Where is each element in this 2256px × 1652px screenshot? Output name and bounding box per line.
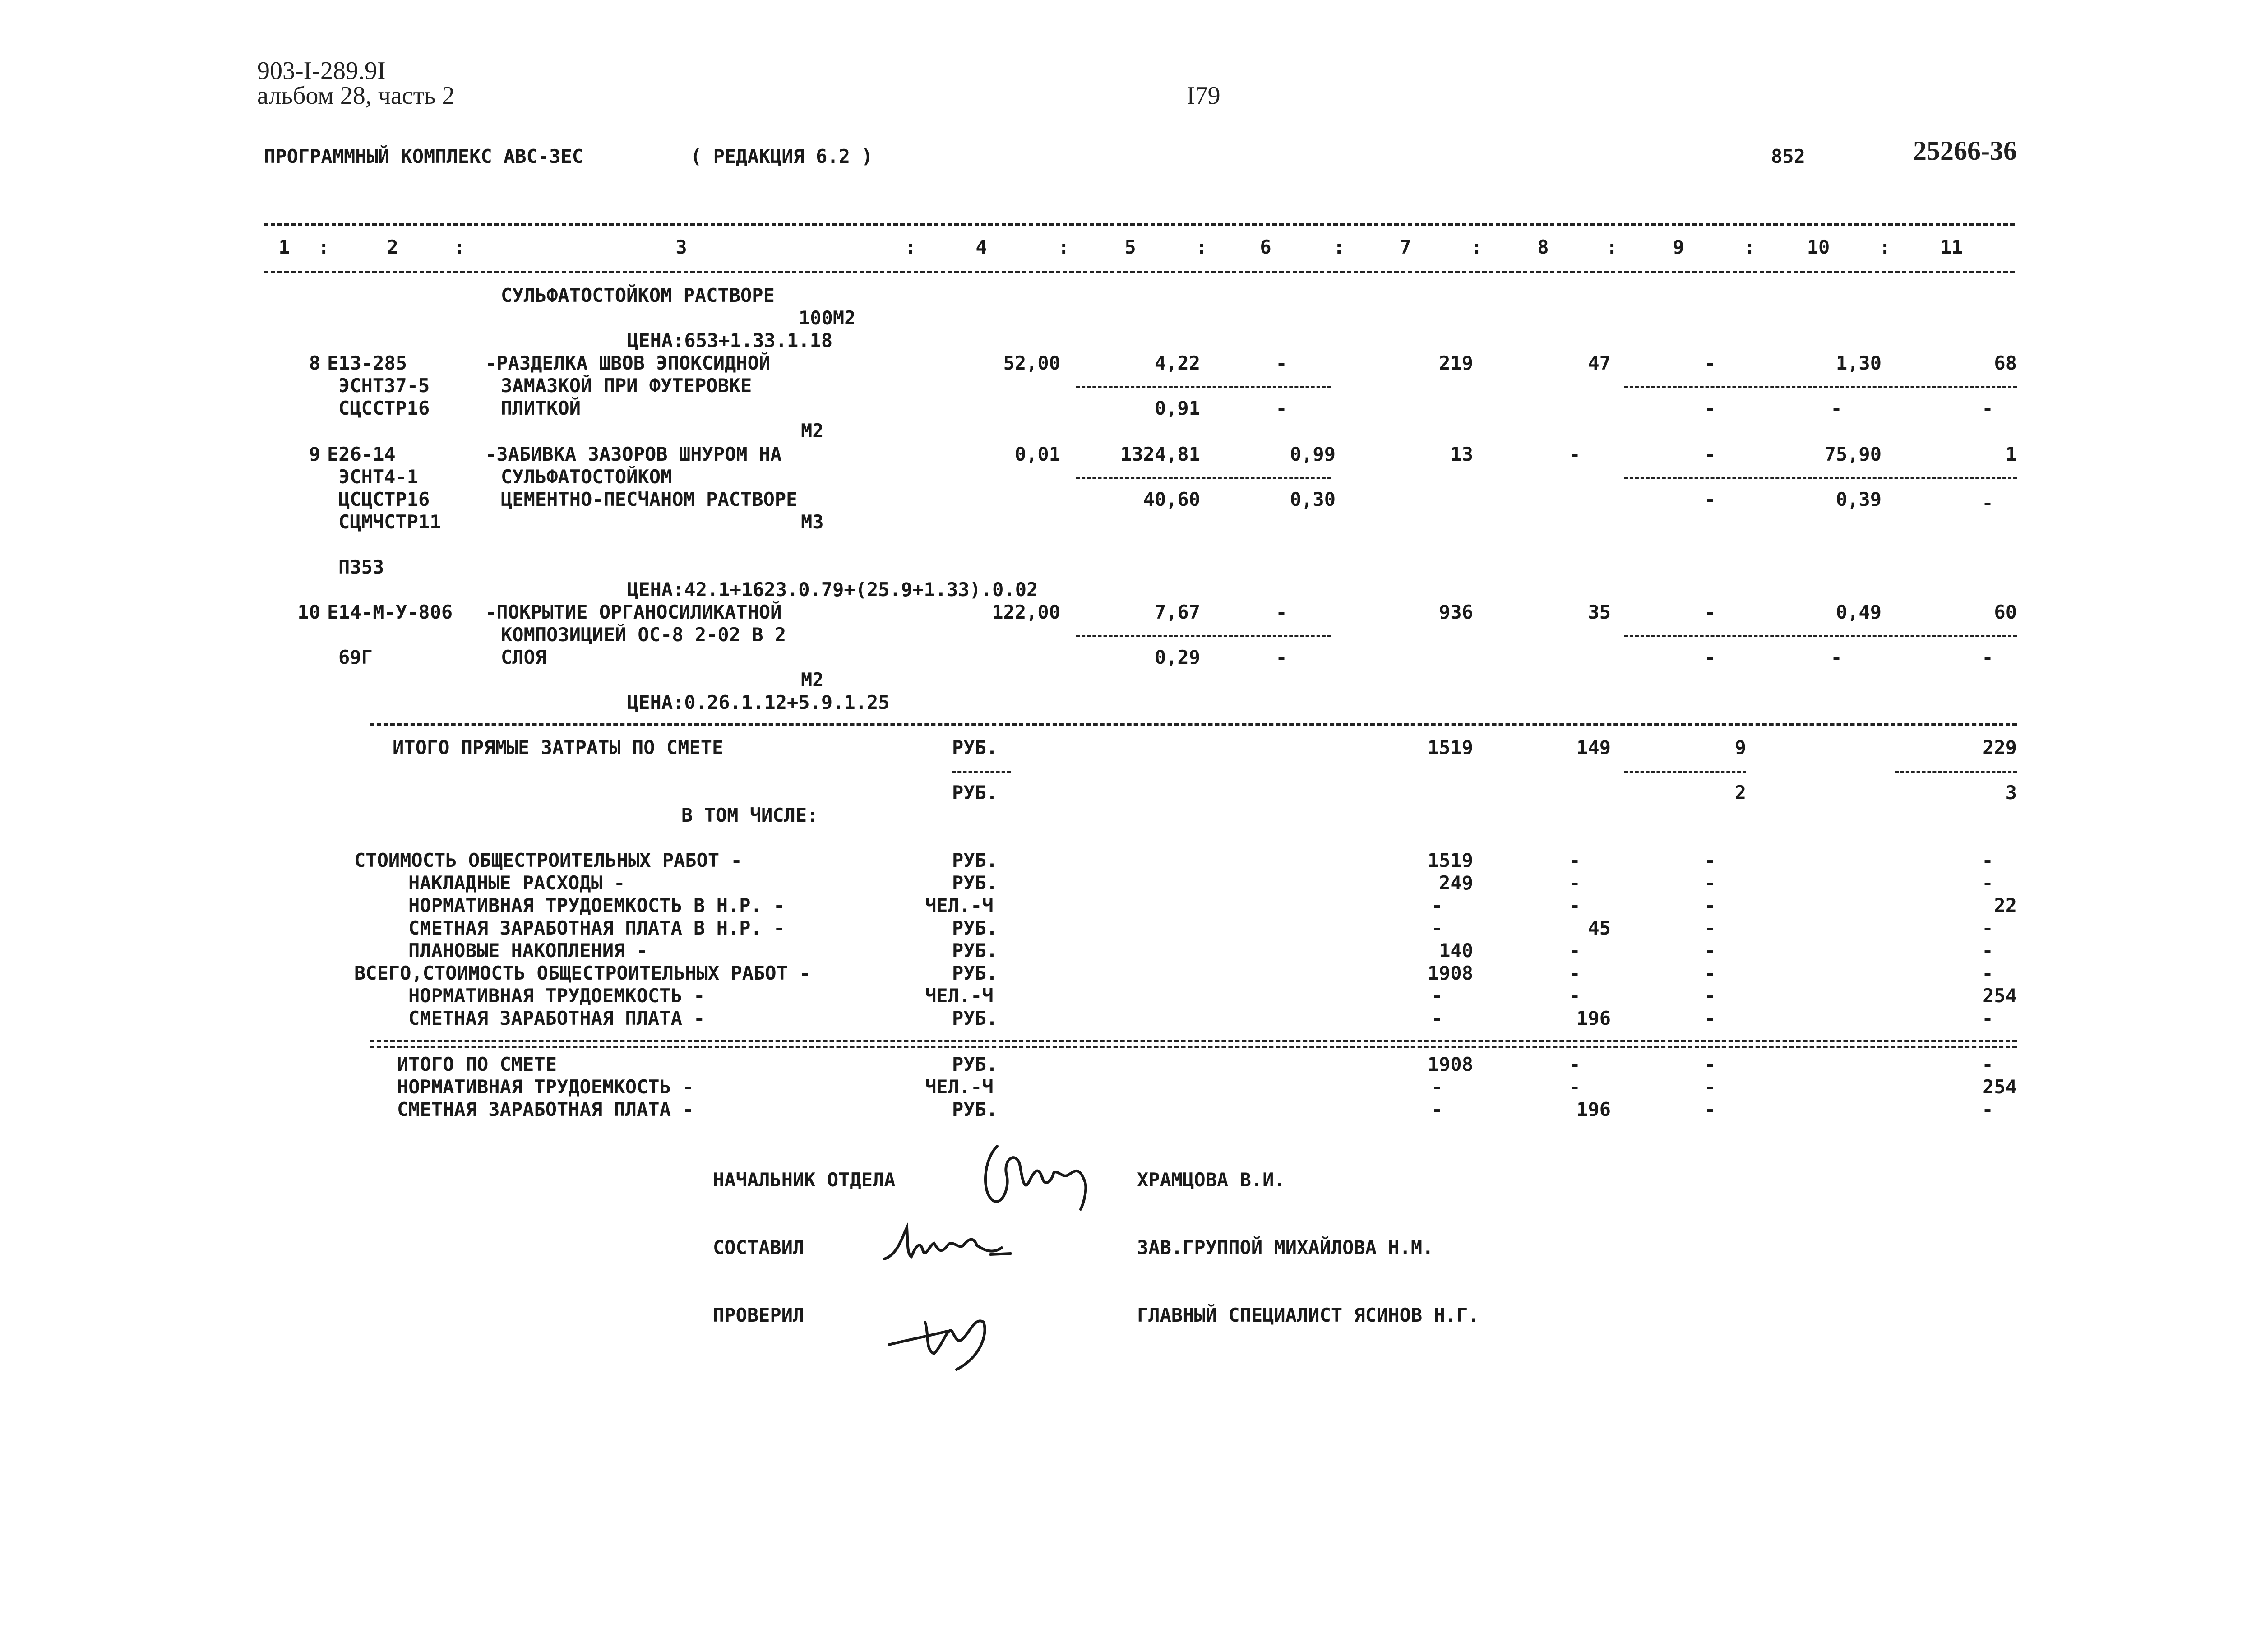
total-col9: - — [1704, 1098, 1716, 1120]
summary-label: НАКЛАДНЫЕ РАСХОДЫ - — [408, 872, 625, 894]
section-rule — [370, 723, 2017, 726]
total-label: ИТОГО ПО СМЕТЕ — [397, 1053, 557, 1075]
work-description: ЦЕМЕНТНО-ПЕСЧАНОМ РАСТВОРЕ — [501, 488, 798, 510]
col11-value: 1 — [2005, 443, 2017, 465]
summary-col7: 1908 — [1427, 962, 1473, 984]
total-col8: - — [1569, 1076, 1581, 1098]
total-col9: - — [1704, 1053, 1716, 1075]
total-col11: 254 — [1983, 1076, 2017, 1098]
col10-value: - — [1831, 646, 1842, 668]
row-number: 9 — [309, 443, 320, 465]
signature-name: ХРАМЦОВА В.И. — [1137, 1169, 1285, 1191]
col5-value: 4,22 — [1154, 352, 1200, 374]
summary-col7: 140 — [1439, 939, 1473, 962]
summary-col7: 249 — [1439, 872, 1473, 894]
signature-mark — [880, 1277, 1006, 1376]
col10-value: 1,30 — [1835, 352, 1882, 374]
column-header: 11 — [1940, 236, 1963, 258]
total-col11: - — [1982, 1098, 1993, 1120]
column-header: 5 — [1124, 236, 1136, 258]
direct-costs-col8: 149 — [1576, 736, 1611, 759]
col6-value: 0,30 — [1290, 488, 1336, 510]
col10-value: 0,49 — [1835, 601, 1882, 623]
work-description: ПЛИТКОЙ — [501, 397, 581, 419]
header-top-rule — [264, 223, 2015, 226]
signature-role: ПРОВЕРИЛ — [713, 1304, 804, 1326]
resource-code: 69Г — [338, 646, 373, 668]
direct-costs-col9: 9 — [1734, 736, 1746, 759]
sub-rule — [1624, 635, 2017, 637]
total-unit: РУБ. — [952, 1053, 998, 1075]
column-separator: : — [1606, 236, 1618, 258]
summary-col7: 1519 — [1427, 849, 1473, 871]
document-code: 903-I-289.9I — [257, 57, 386, 85]
rate-code: Е26-14 — [327, 443, 396, 465]
summary-unit: ЧЕЛ.-Ч — [925, 894, 994, 916]
direct-costs-unit-2: РУБ. — [952, 782, 998, 804]
summary-unit: РУБ. — [952, 849, 998, 871]
summary-col8: 196 — [1576, 1007, 1611, 1029]
summary-col11: 22 — [1994, 894, 2017, 916]
col8-value: 35 — [1588, 601, 1611, 623]
work-description: КОМПОЗИЦИЕЙ ОС-8 2-02 В 2 — [501, 624, 786, 646]
section-rule — [370, 1046, 2017, 1048]
summary-col9: - — [1704, 939, 1716, 962]
col8-value: - — [1569, 443, 1581, 465]
signature-role: НАЧАЛЬНИК ОТДЕЛА — [713, 1169, 896, 1191]
col5-value: 40,60 — [1143, 488, 1200, 510]
quantity: 122,00 — [992, 601, 1060, 623]
resource-code: П353 — [338, 556, 384, 578]
page-number: I79 — [1187, 82, 1220, 110]
total-col9: - — [1704, 1076, 1716, 1098]
column-separator: : — [318, 236, 330, 258]
total-col7: - — [1431, 1076, 1443, 1098]
total-label: НОРМАТИВНАЯ ТРУДОЕМКОСТЬ - — [397, 1076, 694, 1098]
summary-col8: - — [1569, 849, 1581, 871]
summary-col9: - — [1704, 985, 1716, 1007]
summary-col7: - — [1431, 985, 1443, 1007]
section-rule — [370, 1040, 2017, 1042]
column-header: 7 — [1400, 236, 1411, 258]
col9-value: - — [1704, 443, 1716, 465]
total-col7: - — [1431, 1098, 1443, 1120]
col7-value: 936 — [1439, 601, 1473, 623]
direct-costs-label: ИТОГО ПРЯМЫЕ ЗАТРАТЫ ПО СМЕТЕ — [393, 736, 724, 759]
column-separator: : — [453, 236, 465, 258]
summary-col11: - — [1982, 849, 1993, 871]
sub-rule — [1076, 635, 1331, 637]
unit-label: М2 — [801, 420, 824, 442]
unit-label: М2 — [801, 669, 824, 691]
summary-col8: - — [1569, 894, 1581, 916]
summary-unit: РУБ. — [952, 962, 998, 984]
col11-value: 68 — [1994, 352, 2017, 374]
total-col11: - — [1982, 1053, 1993, 1075]
direct-costs-col11: 229 — [1983, 736, 2017, 759]
row-number: 10 — [297, 601, 320, 623]
column-separator: : — [1471, 236, 1483, 258]
column-separator: : — [905, 236, 916, 258]
total-unit: РУБ. — [952, 1098, 998, 1120]
col9-value: - — [1704, 397, 1716, 419]
column-header: 6 — [1260, 236, 1271, 258]
column-header: 4 — [975, 236, 987, 258]
total-col7: 1908 — [1427, 1053, 1473, 1075]
handwritten-code: 25266-36 — [1913, 136, 2017, 166]
column-separator: : — [1196, 236, 1207, 258]
column-separator: : — [1333, 236, 1345, 258]
sub-rule — [1624, 771, 1746, 773]
direct-costs-col9-b: 2 — [1734, 782, 1746, 804]
unit-label: М3 — [801, 511, 824, 533]
sub-rule — [1076, 477, 1331, 479]
col5-value: 7,67 — [1154, 601, 1200, 623]
signature-role: СОСТАВИЛ — [713, 1236, 804, 1259]
sub-rule — [1895, 771, 2017, 773]
col10-value: - — [1831, 397, 1842, 419]
work-description: -ПОКРЫТИЕ ОРГАНОСИЛИКАТНОЙ — [485, 601, 782, 623]
summary-label: СМЕТНАЯ ЗАРАБОТНАЯ ПЛАТА В Н.Р. - — [408, 917, 785, 939]
sub-rule — [1624, 386, 2017, 388]
col9-value: - — [1704, 352, 1716, 374]
work-description: -ЗАБИВКА ЗАЗОРОВ ШНУРОМ НА — [485, 443, 782, 465]
work-description: СЛОЯ — [501, 646, 547, 668]
total-label: СМЕТНАЯ ЗАРАБОТНАЯ ПЛАТА - — [397, 1098, 694, 1120]
total-col8: 196 — [1576, 1098, 1611, 1120]
signature-name: ЗАВ.ГРУППОЙ МИХАЙЛОВА Н.М. — [1137, 1236, 1434, 1259]
summary-label: ВСЕГО,СТОИМОСТЬ ОБЩЕСТРОИТЕЛЬНЫХ РАБОТ - — [354, 962, 811, 984]
including-label: В ТОМ ЧИСЛЕ: — [681, 804, 818, 826]
summary-col7: - — [1431, 894, 1443, 916]
column-header: 9 — [1673, 236, 1684, 258]
col11-value: - — [1982, 397, 1993, 419]
column-header: 2 — [387, 236, 398, 258]
summary-unit: ЧЕЛ.-Ч — [925, 985, 994, 1007]
direct-costs-col11-b: 3 — [2005, 782, 2017, 804]
col9-value: - — [1704, 646, 1716, 668]
rate-code: Е14-М-У-806 — [327, 601, 453, 623]
signature-mark — [880, 1218, 1015, 1268]
col7-value: 219 — [1439, 352, 1473, 374]
col10-value: 0,39 — [1835, 488, 1882, 510]
sub-rule — [952, 771, 1011, 773]
work-description: -РАЗДЕЛКА ШВОВ ЭПОКСИДНОЙ — [485, 352, 771, 374]
program-title: ПРОГРАММНЫЙ КОМПЛЕКС АВС-3ЕС — [264, 145, 584, 167]
col9-value: - — [1704, 601, 1716, 623]
summary-col11: - — [1982, 872, 1993, 894]
col5-value: 0,91 — [1154, 397, 1200, 419]
quantity: 0,01 — [1014, 443, 1060, 465]
summary-col9: - — [1704, 849, 1716, 871]
summary-col8: - — [1569, 962, 1581, 984]
resource-code: СЦССТР16 — [338, 397, 430, 419]
edition-label: ( РЕДАКЦИЯ 6.2 ) — [690, 145, 873, 167]
header-bottom-rule — [264, 271, 2015, 273]
summary-col8: - — [1569, 985, 1581, 1007]
col9-value: - — [1704, 488, 1716, 510]
direct-costs-unit: РУБ. — [952, 736, 998, 759]
row-number: 8 — [309, 352, 320, 374]
resource-code: ЭСНТ37-5 — [338, 375, 430, 397]
column-separator: : — [1744, 236, 1756, 258]
column-separator: : — [1879, 236, 1891, 258]
col6-value: 0,99 — [1290, 443, 1336, 465]
col5-value: 0,29 — [1154, 646, 1200, 668]
summary-col8: - — [1569, 872, 1581, 894]
signature-mark — [979, 1133, 1096, 1214]
summary-label: НОРМАТИВНАЯ ТРУДОЕМКОСТЬ - — [408, 985, 705, 1007]
sub-rule — [1624, 477, 2017, 479]
summary-col9: - — [1704, 872, 1716, 894]
summary-label: СТОИМОСТЬ ОБЩЕСТРОИТЕЛЬНЫХ РАБОТ - — [354, 849, 742, 871]
summary-label: НОРМАТИВНАЯ ТРУДОЕМКОСТЬ В Н.Р. - — [408, 894, 785, 916]
signature-name: ГЛАВНЫЙ СПЕЦИАЛИСТ ЯСИНОВ Н.Г. — [1137, 1304, 1479, 1326]
col8-value: 47 — [1588, 352, 1611, 374]
table-line: ЦЕНА:653+1.33.1.18 — [627, 329, 833, 352]
col6-value: - — [1276, 646, 1287, 668]
summary-col9: - — [1704, 917, 1716, 939]
table-line: СУЛЬФАТОСТОЙКОМ РАСТВОРЕ — [501, 284, 775, 306]
summary-col11: - — [1982, 939, 1993, 962]
resource-code: ЦСЦСТР16 — [338, 488, 430, 510]
summary-col11: - — [1982, 1007, 1993, 1029]
column-header: 10 — [1807, 236, 1830, 258]
total-col8: - — [1569, 1053, 1581, 1075]
work-description: ЗАМАЗКОЙ ПРИ ФУТЕРОВКЕ — [501, 375, 752, 397]
col6-value: - — [1276, 397, 1287, 419]
summary-unit: РУБ. — [952, 917, 998, 939]
col11-value: 60 — [1994, 601, 2017, 623]
col11-value: - — [1982, 492, 1993, 514]
summary-col9: - — [1704, 962, 1716, 984]
sheet-number: 852 — [1771, 145, 1805, 167]
direct-costs-col7: 1519 — [1427, 736, 1473, 759]
quantity: 52,00 — [1003, 352, 1060, 374]
summary-unit: РУБ. — [952, 939, 998, 962]
total-unit: ЧЕЛ.-Ч — [925, 1076, 994, 1098]
summary-label: СМЕТНАЯ ЗАРАБОТНАЯ ПЛАТА - — [408, 1007, 705, 1029]
price-formula: ЦЕНА:0.26.1.12+5.9.1.25 — [627, 691, 890, 713]
summary-col8: - — [1569, 939, 1581, 962]
summary-col7: - — [1431, 917, 1443, 939]
column-header: 3 — [675, 236, 687, 258]
summary-col9: - — [1704, 1007, 1716, 1029]
col11-value: - — [1982, 646, 1993, 668]
sub-rule — [1076, 386, 1331, 388]
summary-unit: РУБ. — [952, 1007, 998, 1029]
summary-col11: 254 — [1983, 985, 2017, 1007]
column-separator: : — [1058, 236, 1070, 258]
col10-value: 75,90 — [1824, 443, 1882, 465]
col6-value: - — [1276, 352, 1287, 374]
resource-code: ЭСНТ4-1 — [338, 466, 419, 488]
summary-col7: - — [1431, 1007, 1443, 1029]
table-line: 100М2 — [799, 307, 856, 329]
rate-code: Е13-285 — [327, 352, 407, 374]
col7-value: 13 — [1450, 443, 1473, 465]
summary-col8: 45 — [1588, 917, 1611, 939]
column-header: 1 — [278, 236, 290, 258]
summary-col11: - — [1982, 917, 1993, 939]
album-label: альбом 28, часть 2 — [257, 82, 455, 110]
resource-code: СЦМЧСТР11 — [338, 511, 441, 533]
work-description: СУЛЬФАТОСТОЙКОМ — [501, 466, 672, 488]
price-formula: ЦЕНА:42.1+1623.0.79+(25.9+1.33).0.02 — [627, 578, 1038, 601]
summary-unit: РУБ. — [952, 872, 998, 894]
summary-col9: - — [1704, 894, 1716, 916]
col5-value: 1324,81 — [1120, 443, 1200, 465]
column-header: 8 — [1537, 236, 1549, 258]
summary-label: ПЛАНОВЫЕ НАКОПЛЕНИЯ - — [408, 939, 648, 962]
summary-col11: - — [1982, 962, 1993, 984]
col6-value: - — [1276, 601, 1287, 623]
